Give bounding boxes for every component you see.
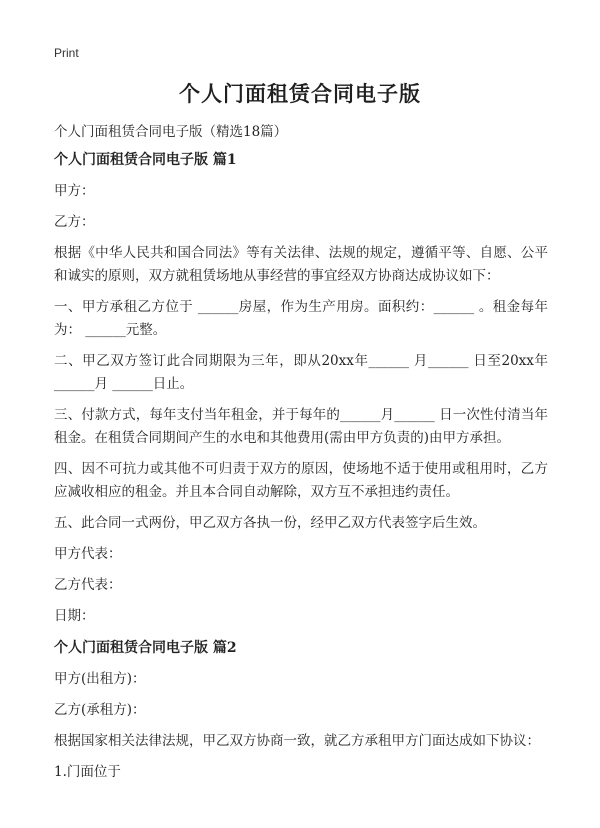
clause-5: 五、此合同一式两份，甲乙双方各执一份，经甲乙双方代表签字后生效。: [54, 515, 486, 531]
document-subtitle: 个人门面租赁合同电子版（精选18篇）: [54, 124, 288, 140]
rep-b-label: 乙方代表：: [54, 577, 122, 593]
lessor-label: 甲方(出租方)：: [54, 671, 146, 687]
clause-2: 二、甲乙双方签订此合同期限为三年，即从20xx年______ 月______ 日至20xx年______月 ______日止。: [54, 353, 548, 392]
party-b-label: 乙方：: [54, 214, 95, 230]
item-1: 1.门面位于: [54, 764, 121, 780]
section-heading-1: 个人门面租赁合同电子版 篇1: [54, 152, 237, 168]
print-link[interactable]: Print: [54, 46, 79, 60]
rep-a-label: 甲方代表：: [54, 546, 122, 562]
intro-paragraph: 根据《中华人民共和国合同法》等有关法律、法规的规定，遵循平等、自愿、公平和诚实的原则，双方就租赁场地从事经营的事宜经双方协商达成协议如下：: [54, 245, 548, 284]
party-a-label: 甲方：: [54, 183, 95, 199]
section-heading-2: 个人门面租赁合同电子版 篇2: [54, 640, 237, 656]
clause-4: 四、因不可抗力或其他不可归责于双方的原因，使场地不适于使用或租用时，乙方应减收相应的租金。并且本合同自动解除，双方互不承担违约责任。: [54, 461, 548, 500]
intro-paragraph-2: 根据国家相关法律法规，甲乙双方协商一致，就乙方承租甲方门面达成如下协议：: [54, 733, 540, 749]
clause-1: 一、甲方承租乙方位于 ______房屋，作为生产用房。面积约：______ 。租金每年为： ______元整。: [54, 299, 548, 338]
clause-3: 三、付款方式，每年支付当年租金，并于每年的______月______ 日一次性付清当年租金。在租赁合同期间产生的水电和其他费用(需由甲方负责的)由甲方承担。: [54, 407, 548, 446]
lessee-label: 乙方(承租方)：: [54, 702, 146, 718]
document-title: 个人门面租赁合同电子版: [179, 81, 421, 106]
date-label: 日期：: [54, 608, 95, 624]
document-body: [54, 148, 548, 792]
